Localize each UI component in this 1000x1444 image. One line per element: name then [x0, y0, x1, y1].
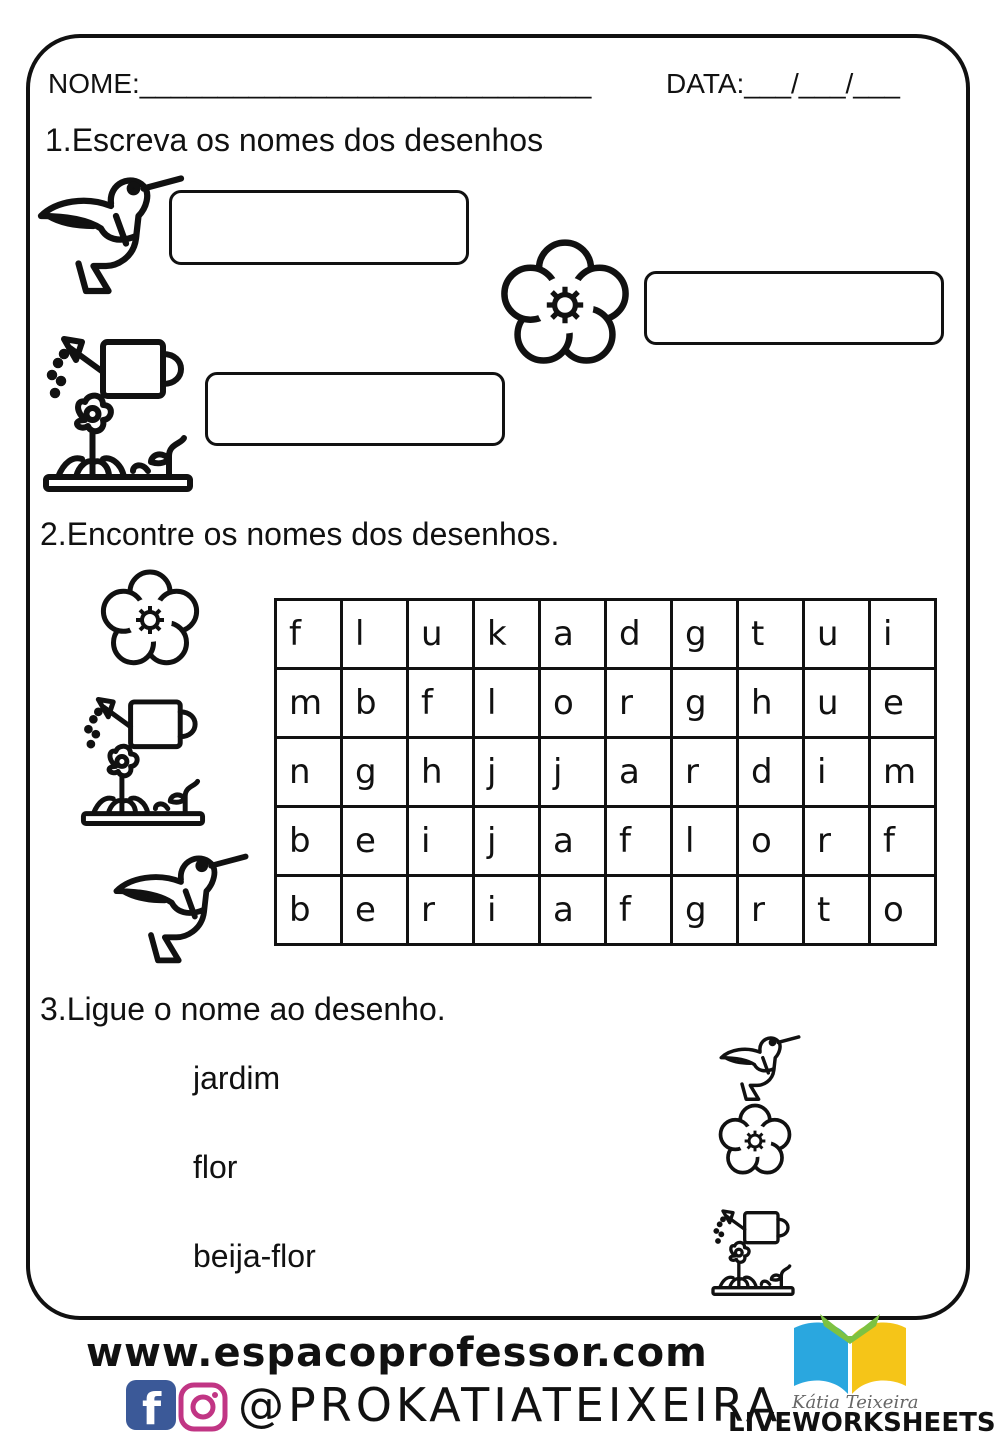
- grid-cell[interactable]: d: [606, 600, 672, 669]
- grid-cell[interactable]: r: [408, 876, 474, 945]
- grid-cell[interactable]: m: [870, 738, 936, 807]
- grid-cell[interactable]: a: [540, 600, 606, 669]
- watering-can-garden-icon: [36, 330, 200, 492]
- section-3-title: 3.Ligue o nome ao desenho.: [40, 991, 446, 1027]
- section-1-title: 1.Escreva os nomes dos desenhos: [45, 122, 544, 158]
- grid-cell[interactable]: t: [738, 600, 804, 669]
- grid-cell[interactable]: r: [606, 669, 672, 738]
- grid-cell[interactable]: j: [474, 738, 540, 807]
- grid-cell[interactable]: o: [540, 669, 606, 738]
- grid-cell[interactable]: e: [342, 876, 408, 945]
- flower-icon[interactable]: [718, 1104, 792, 1178]
- word-search-grid: [274, 598, 937, 946]
- grid-cell[interactable]: f: [276, 600, 342, 669]
- grid-cell[interactable]: f: [606, 807, 672, 876]
- answer-box-hummingbird[interactable]: [169, 190, 469, 265]
- section-2-title: 2.Encontre os nomes dos desenhos.: [40, 516, 560, 552]
- grid-cell[interactable]: u: [408, 600, 474, 669]
- liveworksheets-brand[interactable]: LIVEWORKSHEETS: [728, 1408, 996, 1438]
- grid-cell[interactable]: u: [804, 600, 870, 669]
- grid-cell[interactable]: m: [276, 669, 342, 738]
- grid-cell[interactable]: g: [672, 669, 738, 738]
- match-word-jardim[interactable]: jardim: [193, 1060, 281, 1096]
- instagram-icon[interactable]: [178, 1382, 228, 1432]
- grid-cell[interactable]: h: [408, 738, 474, 807]
- social-handle[interactable]: @PROKATIATEIXEIRA: [238, 1378, 782, 1432]
- flower-icon: [100, 570, 200, 670]
- grid-cell[interactable]: j: [540, 738, 606, 807]
- author-signature: Kátia Teixeira: [792, 1392, 919, 1413]
- answer-box-flower[interactable]: [644, 271, 944, 345]
- match-word-beija-flor[interactable]: beija-flor: [193, 1238, 316, 1274]
- grid-cell[interactable]: e: [870, 669, 936, 738]
- grid-cell[interactable]: a: [606, 738, 672, 807]
- grid-cell[interactable]: u: [804, 669, 870, 738]
- grid-cell[interactable]: d: [738, 738, 804, 807]
- book-logo-icon: [790, 1310, 910, 1398]
- match-word-flor[interactable]: flor: [193, 1149, 238, 1185]
- grid-cell[interactable]: b: [276, 807, 342, 876]
- grid-cell[interactable]: o: [738, 807, 804, 876]
- grid-row: [276, 669, 936, 738]
- grid-row: [276, 738, 936, 807]
- grid-cell[interactable]: r: [804, 807, 870, 876]
- grid-cell[interactable]: r: [738, 876, 804, 945]
- grid-cell[interactable]: i: [408, 807, 474, 876]
- grid-cell[interactable]: f: [870, 807, 936, 876]
- date-field-label: DATA:___/___/___: [666, 68, 901, 99]
- flower-icon: [500, 240, 630, 370]
- website-url[interactable]: www.espacoprofessor.com: [86, 1330, 708, 1376]
- answer-box-garden[interactable]: [205, 372, 505, 446]
- grid-cell[interactable]: i: [804, 738, 870, 807]
- grid-cell[interactable]: b: [276, 876, 342, 945]
- grid-cell[interactable]: l: [474, 669, 540, 738]
- hummingbird-icon: [106, 845, 256, 965]
- grid-cell[interactable]: e: [342, 807, 408, 876]
- grid-cell[interactable]: l: [672, 807, 738, 876]
- facebook-icon[interactable]: [124, 1378, 178, 1435]
- grid-row: [276, 876, 936, 945]
- grid-cell[interactable]: l: [342, 600, 408, 669]
- grid-cell[interactable]: o: [870, 876, 936, 945]
- grid-cell[interactable]: f: [408, 669, 474, 738]
- grid-row: [276, 600, 936, 669]
- grid-cell[interactable]: g: [672, 600, 738, 669]
- name-field-label: NOME:_____________________________: [48, 68, 592, 99]
- grid-cell[interactable]: a: [540, 876, 606, 945]
- hummingbird-icon[interactable]: [718, 1030, 802, 1102]
- grid-cell[interactable]: f: [606, 876, 672, 945]
- grid-cell[interactable]: k: [474, 600, 540, 669]
- grid-cell[interactable]: t: [804, 876, 870, 945]
- grid-cell[interactable]: b: [342, 669, 408, 738]
- hummingbird-icon: [36, 166, 186, 316]
- grid-cell[interactable]: r: [672, 738, 738, 807]
- grid-cell[interactable]: j: [474, 807, 540, 876]
- grid-cell[interactable]: i: [870, 600, 936, 669]
- watering-can-garden-icon: [76, 692, 210, 826]
- grid-cell[interactable]: g: [672, 876, 738, 945]
- grid-cell[interactable]: n: [276, 738, 342, 807]
- grid-cell[interactable]: h: [738, 669, 804, 738]
- grid-cell[interactable]: g: [342, 738, 408, 807]
- grid-cell[interactable]: i: [474, 876, 540, 945]
- watering-can-garden-icon[interactable]: [708, 1206, 798, 1296]
- grid-row: [276, 807, 936, 876]
- facebook-letter: f: [142, 1384, 162, 1435]
- grid-cell[interactable]: a: [540, 807, 606, 876]
